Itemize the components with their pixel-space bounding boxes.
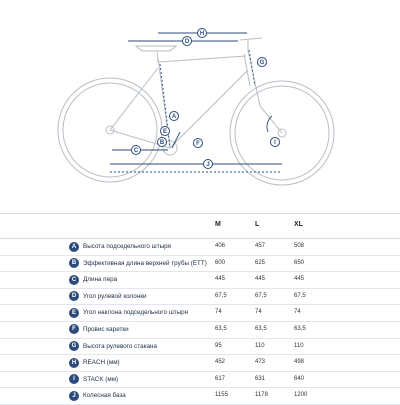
table-row — [0, 256, 400, 273]
cell-xl: 110 — [294, 342, 304, 349]
table-header — [0, 213, 400, 239]
table-row — [0, 372, 400, 389]
cell-xl: 498 — [294, 359, 305, 366]
svg-text:H: H — [199, 31, 205, 38]
cell-xl: 445 — [294, 276, 305, 283]
cell-xl: 63,5 — [294, 325, 306, 332]
row-label: Эффективная длина верхней трубы (ETT) — [83, 259, 207, 267]
cell-xl: 74 — [294, 309, 301, 316]
svg-text:A: A — [171, 114, 177, 121]
cell-m: 452 — [215, 359, 226, 366]
label-I — [271, 138, 280, 147]
cell-m: 406 — [215, 243, 226, 249]
cell-m: 67,5 — [215, 292, 227, 299]
cell-m: 600 — [215, 259, 226, 266]
cell-l: 445 — [255, 276, 266, 283]
label-F — [194, 139, 203, 148]
svg-text:E: E — [162, 129, 168, 136]
row-key-badge: A — [69, 242, 79, 252]
row-key-badge: G — [69, 341, 79, 351]
cell-l: 625 — [255, 259, 266, 266]
row-key-badge: J — [69, 391, 79, 401]
row-label: Высота подседельного штыря — [83, 243, 171, 250]
row-label: Высота рулевого стакана — [83, 342, 158, 350]
cell-m: 74 — [215, 309, 222, 316]
cell-xl: 67,5 — [294, 292, 306, 299]
cell-m: 445 — [215, 276, 226, 283]
row-label: Угол наклона подседельного штыря — [83, 309, 189, 317]
handlebar — [240, 38, 262, 52]
column-header-xl: XL — [294, 221, 303, 228]
svg-text:B: B — [159, 140, 165, 147]
table-row — [0, 355, 400, 372]
row-key-badge: E — [69, 308, 79, 318]
label-B — [158, 138, 167, 147]
row-key-badge: D — [69, 291, 79, 301]
row-key-badge: B — [69, 258, 79, 268]
table-row — [0, 322, 400, 339]
svg-text:F: F — [196, 141, 200, 148]
column-header-m: M — [215, 221, 221, 228]
cell-l: 74 — [255, 309, 262, 316]
cell-m: 617 — [215, 375, 226, 382]
cell-l: 67,5 — [255, 292, 267, 299]
label-E — [161, 127, 170, 136]
svg-text:D: D — [184, 39, 190, 46]
cell-m: 63,5 — [215, 325, 227, 332]
cell-m: 95 — [215, 342, 222, 349]
table-row — [0, 289, 400, 306]
row-label: STACK (мм) — [83, 375, 119, 383]
seat-stay-chainstay — [110, 58, 170, 148]
cell-l: 110 — [255, 342, 265, 349]
cell-l: 63,5 — [255, 325, 267, 332]
cell-xl: 1200 — [294, 392, 308, 399]
label-C — [132, 146, 141, 155]
row-key-badge: C — [69, 275, 79, 285]
row-label: Длина пера — [83, 276, 118, 284]
cell-l: 473 — [255, 359, 266, 366]
row-label: Угол рулевой колонки — [83, 292, 147, 300]
table-row — [0, 272, 400, 289]
cell-l: 1178 — [255, 392, 268, 399]
table-row — [0, 239, 400, 256]
cell-l: 631 — [255, 375, 266, 382]
top-tube — [158, 56, 246, 62]
row-label: Провис каретки — [83, 325, 129, 333]
cell-xl: 508 — [294, 243, 305, 249]
row-key-badge: I — [69, 374, 79, 384]
cell-xl: 640 — [294, 375, 305, 382]
svg-text:C: C — [133, 148, 139, 155]
geometry-table — [0, 213, 400, 405]
svg-text:G: G — [259, 60, 265, 67]
table-row — [0, 305, 400, 322]
row-label: Колесная база — [83, 392, 126, 400]
table-row — [0, 339, 400, 356]
saddle — [136, 46, 176, 51]
cell-xl: 650 — [294, 259, 305, 266]
svg-text:J: J — [206, 162, 210, 169]
label-H — [198, 29, 207, 38]
label-A — [170, 112, 179, 121]
cell-l: 457 — [255, 243, 266, 249]
row-label: REACH (мм) — [83, 359, 120, 367]
row-key-badge: H — [69, 358, 79, 368]
label-D — [183, 37, 192, 46]
svg-text:I: I — [274, 140, 276, 147]
cell-m: 1155 — [215, 392, 228, 399]
row-key-badge: F — [69, 324, 79, 334]
label-G — [258, 58, 267, 67]
column-header-l: L — [255, 221, 260, 228]
label-J — [204, 160, 213, 169]
table-row — [0, 388, 400, 405]
